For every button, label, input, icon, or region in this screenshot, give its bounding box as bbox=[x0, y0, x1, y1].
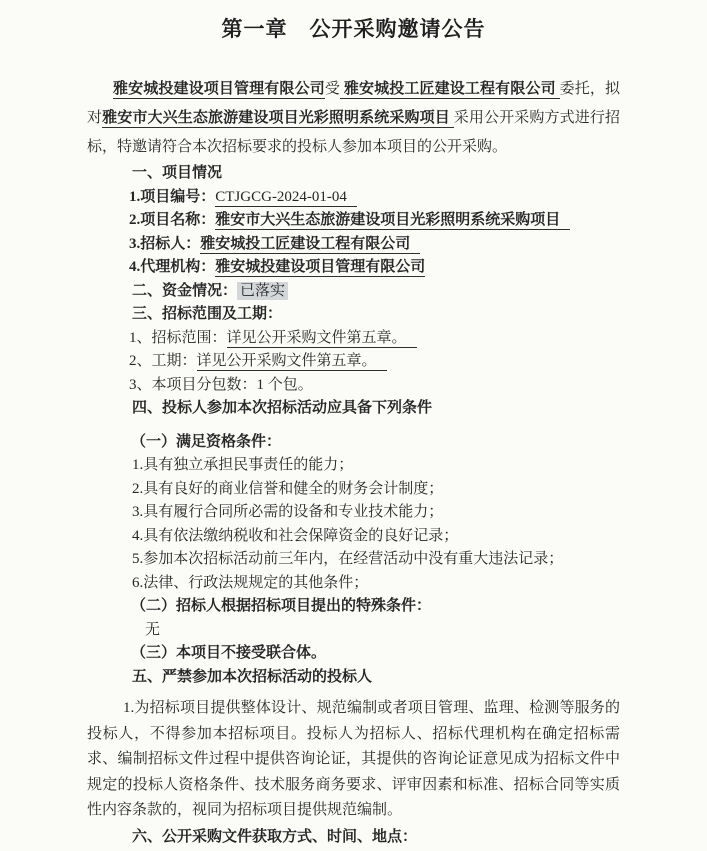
section-1-heading: 一、项目情况 bbox=[132, 165, 223, 181]
tenderer-value: 雅安城投工匠建设工程有限公司 bbox=[200, 236, 420, 254]
section-6-heading: 六、公开采购文件获取方式、时间、地点： bbox=[132, 828, 418, 845]
qualification-conditions-heading: （一）满足资格条件： bbox=[131, 433, 282, 450]
agency-value: 雅安城投建设项目管理有限公司 bbox=[215, 259, 426, 275]
agency-label: 4.代理机构： bbox=[129, 259, 216, 275]
intro-text-2: 委托，拟对 bbox=[87, 81, 620, 126]
intro-paragraph bbox=[87, 75, 620, 162]
special-conditions-heading: （二）招标人根据招标项目提出的特殊条件： bbox=[131, 598, 432, 614]
packages-value: 1 个包。 bbox=[256, 376, 313, 393]
intro-text-3: 采用公开采购方式进行招标，特邀请符合本次招标要求的投标人参加本项目的公开采购。 bbox=[87, 110, 620, 155]
chapter-title: 第一章 公开采购邀请公告 bbox=[221, 17, 486, 41]
item-tenderer bbox=[87, 233, 620, 257]
no-consortium-heading: （三）本项目不接受联合体。 bbox=[131, 645, 327, 661]
document-body bbox=[87, 75, 620, 849]
project-name-blank: 雅安市大兴生态旅游建设项目光彩照明系统采购项目 bbox=[102, 110, 454, 126]
qualification-item-4: 4.具有依法缴纳税收和社会保障资金的良好记录； bbox=[132, 527, 459, 544]
fund-status-value: 已落实 bbox=[237, 282, 288, 300]
bid-scope-label: 1、招标范围： bbox=[129, 329, 227, 346]
qualification-item-2: 2.具有良好的商业信誉和健全的财务会计制度； bbox=[132, 480, 444, 497]
intro-text-1: 受 bbox=[324, 81, 340, 97]
tenderer-label: 3.招标人： bbox=[129, 235, 201, 252]
section-2-heading bbox=[87, 280, 620, 304]
client-name-blank: 雅安城投工匠建设工程有限公司 bbox=[339, 81, 560, 97]
section-5-heading: 五、严禁参加本次招标活动的投标人 bbox=[132, 668, 373, 685]
special-conditions-value: 无 bbox=[145, 621, 161, 638]
item-packages bbox=[87, 374, 620, 398]
project-number-label: 1.项目编号： bbox=[129, 188, 216, 205]
item-bid-scope bbox=[87, 327, 620, 351]
prohibited-bidders-paragraph: 1.为招标项目提供整体设计、规范编制或者项目管理、监理、检测等服务的投标人，不得参加本招标项目。投标人为招标人、招标代理机构在确定招标需求、编制招标文件过程中提供咨询论证，其提供的咨询论证意见成为招标文件中规定的投标人资格条件、技术服务商务要求、评审因素和标准、招标合同等实质性内容条款的，视同为招标项目提供规范编制。 bbox=[87, 700, 620, 818]
project-name-label: 2.项目名称： bbox=[129, 212, 216, 228]
agent-name-blank: 雅安城投建设项目管理有限公司 bbox=[113, 81, 325, 97]
item-project-name bbox=[87, 209, 620, 233]
qualification-item-1: 1.具有独立承担民事责任的能力； bbox=[132, 457, 354, 473]
item-agency bbox=[87, 256, 620, 280]
section-3-heading: 三、招标范围及工期： bbox=[132, 306, 283, 322]
item-duration bbox=[87, 350, 620, 374]
section-4-heading: 四、投标人参加本次招标活动应具备下列条件 bbox=[132, 400, 433, 416]
project-name-value: 雅安市大兴生态旅游建设项目光彩照明系统采购项目 bbox=[215, 212, 570, 230]
packages-label: 3、本项目分包数： bbox=[129, 376, 257, 393]
qualification-item-3: 3.具有履行合同所必需的设备和专业技术能力； bbox=[132, 504, 444, 520]
duration-value: 详见公开采购文件第五章。 bbox=[197, 353, 387, 371]
duration-label: 2、工期： bbox=[129, 353, 197, 369]
project-number-value: CTJGCG-2024-01-04 bbox=[215, 189, 357, 207]
bid-scope-value: 详见公开采购文件第五章。 bbox=[227, 330, 417, 348]
qualification-item-5: 5.参加本次招标活动前三年内，在经营活动中没有重大违法记录； bbox=[132, 551, 564, 567]
qualification-item-6: 6.法律、行政法规规定的其他条件； bbox=[132, 574, 369, 591]
fund-status-label: 二、资金情况： bbox=[132, 282, 238, 299]
item-project-number bbox=[87, 186, 620, 210]
